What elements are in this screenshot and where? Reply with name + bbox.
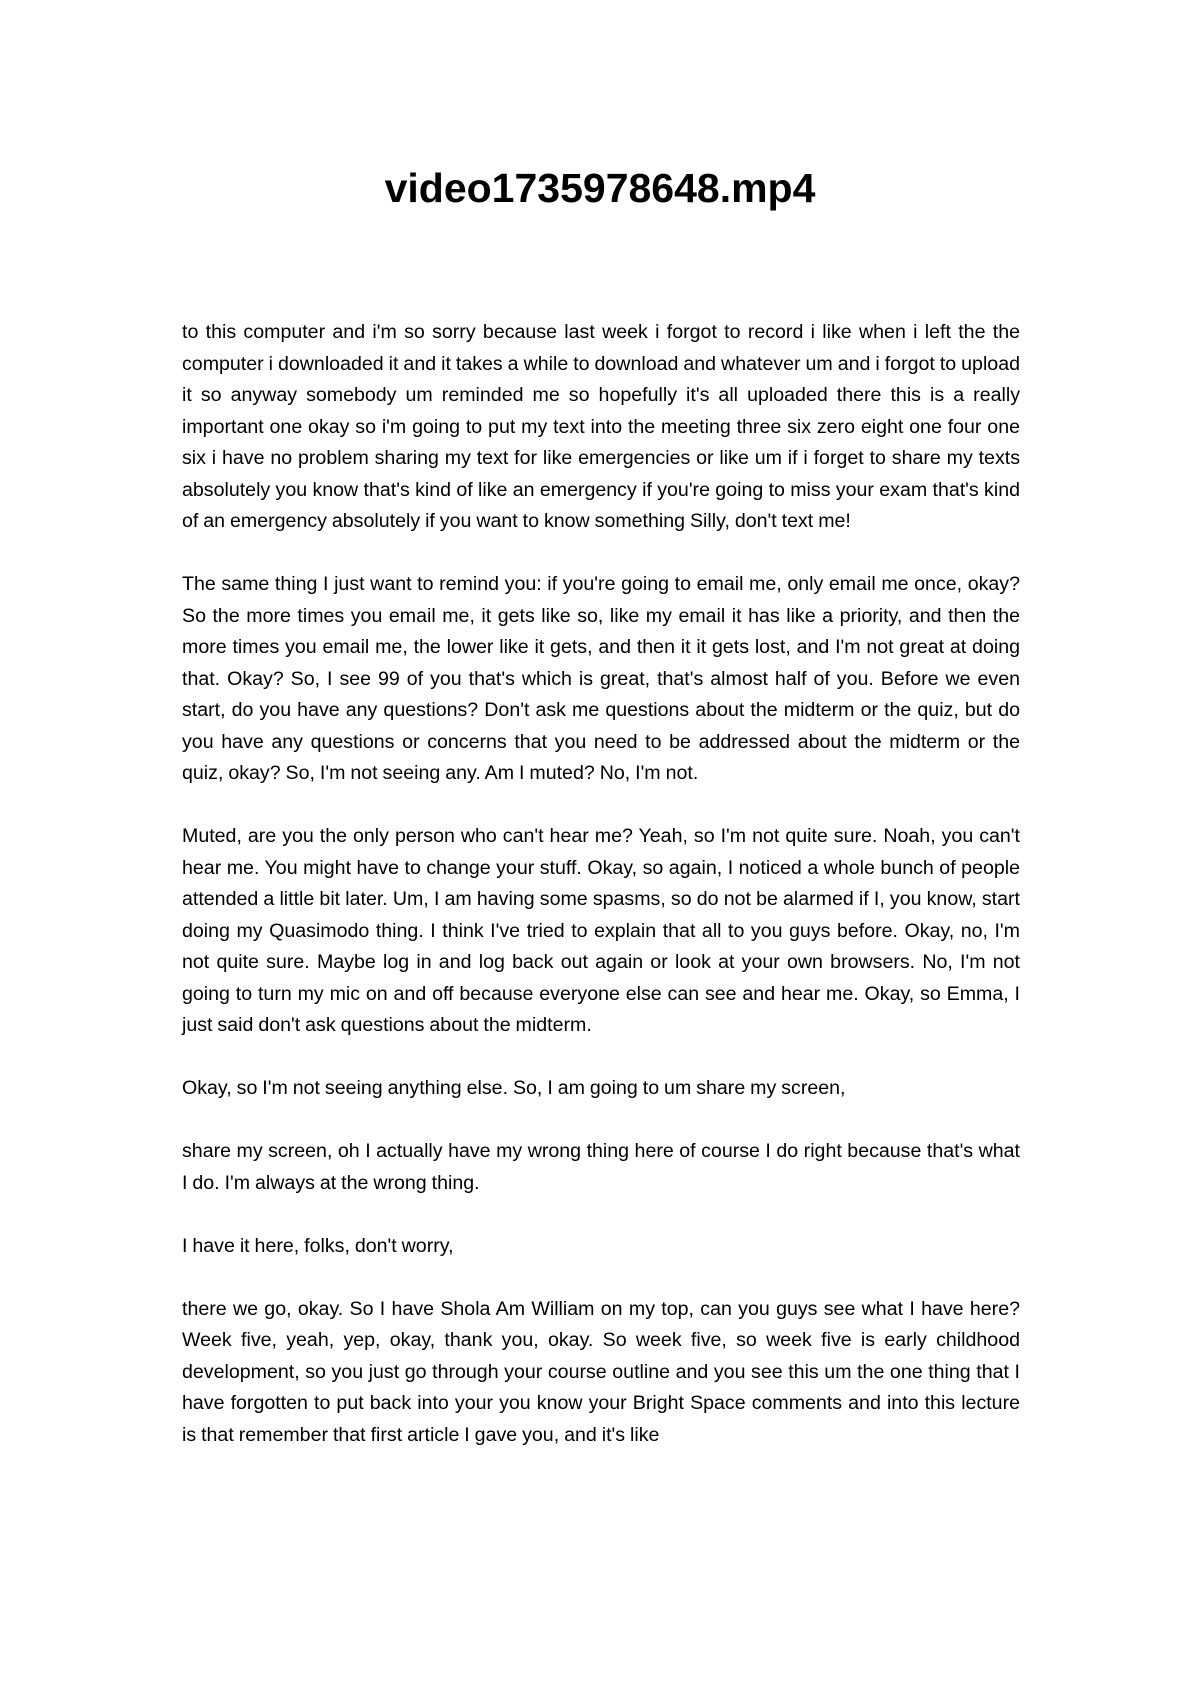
transcript-paragraph-7: there we go, okay. So I have Shola Am William on my top, can you guys see what I have here? Week five, yeah, yep, okay, thank you, okay. So week five, so week five is early childhood development, so you just go through your course outline and you see this um the one thing that I have forgotten to put back into your you know your Bright Space comments and into this lecture is that remember that first article I gave you, and it's like bbox=[182, 1297, 1020, 1446]
transcript-paragraph-6: I have it here, folks, don't worry, bbox=[182, 1234, 454, 1257]
transcript-paragraph-2: The same thing I just want to remind you: if you're going to email me, only email me once, okay? So the more times you email me, it gets like so, like my email it has like a priority, and then the more times you email me, the lower like it gets, and then it it gets lost, and I'm not great at doing that. Okay? So, I see 99 of you that's which is great, that's almost half of you. Before we even start, do you have any questions? Don't ask me questions about the midterm or the quiz, but do you have any questions or concerns that you need to be addressed about the midterm or the quiz, okay? So, I'm not seeing any. Am I muted? No, I'm not. bbox=[182, 573, 1020, 784]
transcript-body bbox=[182, 317, 1020, 1483]
transcript-paragraph-3: Muted, are you the only person who can't hear me? Yeah, so I'm not quite sure. Noah, you can't hear me. You might have to change your stuff. Okay, so again, I noticed a whole bunch of people attended a little bit later. Um, I am having some spasms, so do not be alarmed if I, you know, start doing my Quasimodo thing. I think I've tried to explain that all to you guys before. Okay, no, I'm not quite sure. Maybe log in and log back out again or look at your own browsers. No, I'm not going to turn my mic on and off because everyone else can see and hear me. Okay, so Emma, I just said don't ask questions about the midterm. bbox=[182, 825, 1020, 1036]
document-title: video1735978648.mp4 bbox=[384, 165, 816, 211]
transcript-paragraph-4: Okay, so I'm not seeing anything else. So, I am going to um share my screen, bbox=[182, 1077, 846, 1099]
transcript-paragraph-1: to this computer and i'm so sorry because last week i forgot to record i like when i left the the computer i downloaded it and it takes a while to download and whatever um and i forgot to upload it so anyway somebody um reminded me so hopefully it's all uploaded there this is a really important one okay so i'm going to put my text into the meeting three six zero eight one four one six i have no problem sharing my text for like emergencies or like um if i forget to share my texts absolutely you know that's kind of like an emergency if you're going to miss your exam that's kind of an emergency absolutely if you want to know something Silly, don't text me! bbox=[182, 321, 1020, 532]
transcript-paragraph-5: share my screen, oh I actually have my wrong thing here of course I do right because that's what I do. I'm always at the wrong thing. bbox=[182, 1140, 1020, 1194]
